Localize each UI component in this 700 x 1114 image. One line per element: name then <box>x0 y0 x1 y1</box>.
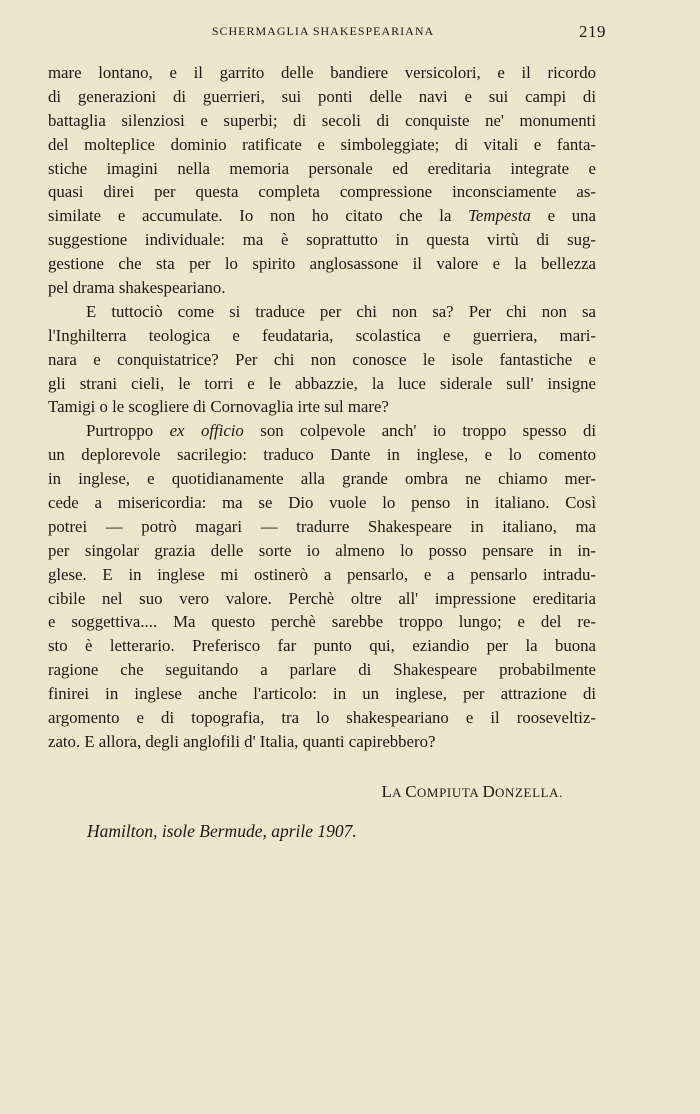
text-line: Tamigi o le scogliere di Cornovaglia irte sul mare? <box>48 397 389 417</box>
text-line: di generazioni di guerrieri, sui ponti delle navi e sui campi di <box>48 86 596 106</box>
text-line: finirei in inglese anche l'articolo: in un inglese, per attrazione di <box>48 684 596 704</box>
text-line-with-title <box>48 204 596 228</box>
text-line: ragione che seguitando a parlare di Shakespeare probabilmente <box>48 660 596 680</box>
sig-part: OMPIUTA <box>416 785 483 800</box>
sig-part: C <box>405 782 417 801</box>
text-run: e una <box>530 206 596 226</box>
text-line: argomento e di topografia, tra lo shakespeariano e il rooseveltiz- <box>48 708 596 728</box>
text-line: e soggettiva.... Ma questo perchè sarebbe troppo lungo; e del re- <box>48 612 596 632</box>
text-line: gestione che sta per lo spirito anglosassone il valore e la bellezza <box>48 254 596 274</box>
paragraph-3 <box>48 419 596 753</box>
text-line: battaglia silenziosi e superbi; di secoli di conquiste ne' monumenti <box>48 110 596 130</box>
text-line: stiche imagini nella memoria personale ed ereditaria integrate e <box>48 158 596 178</box>
text-line-with-latin <box>48 419 596 443</box>
running-title: SCHERMAGLIA SHAKESPEARIANA <box>211 24 435 38</box>
text-line: in inglese, e quotidianamente alla grande ombra ne chiamo mer- <box>48 469 596 489</box>
body-text <box>48 61 596 754</box>
author-signature <box>381 782 563 802</box>
text-line: per singolar grazia delle sorte io almeno lo posso pensare in in- <box>48 540 596 560</box>
paragraph-2 <box>48 300 596 419</box>
text-line: potrei — potrò magari — tradurre Shakespeare in italiano, ma <box>48 516 596 536</box>
sig-part: A <box>392 785 406 800</box>
text-line: pel drama shakespeariano. <box>48 278 226 298</box>
paragraph-1 <box>48 61 596 300</box>
sig-part: D <box>482 782 496 801</box>
text-line: gli strani cieli, le torri e le abbazzie, la luce siderale sull' insigne <box>48 373 596 393</box>
text-line: sto è letterario. Preferisco far punto qui, eziandio per la buona <box>48 636 596 656</box>
text-line: del molteplice dominio ratificate e simboleggiate; di vitali e fanta- <box>48 134 596 154</box>
text-line: cede a misericordia: ma se Dio vuole lo penso in italiano. Così <box>48 493 596 513</box>
page-number: 219 <box>579 22 606 41</box>
text-run: Purtroppo <box>86 421 170 441</box>
text-run: son colpevole anch' io troppo spesso di <box>243 421 596 441</box>
text-line: E tuttociò come si traduce per chi non sa? Per chi non sa <box>86 301 596 321</box>
latin-phrase: ex officio <box>169 421 244 441</box>
sig-part: ONZELLA. <box>495 785 563 800</box>
text-line: zato. E allora, degli anglofili d' Italia, quanti capirebbero? <box>48 731 436 751</box>
work-title: Tempesta <box>468 206 531 226</box>
text-line: l'Inghilterra teologica e feudataria, scolastica e guerriera, mari- <box>48 325 596 345</box>
text-run: similate e accumulate. Io non ho citato che la <box>48 206 469 226</box>
text-line: quasi direi per questa completa compressione inconsciamente as- <box>48 182 596 202</box>
text-line: nara e conquistatrice? Per chi non conosce le isole fantastiche e <box>48 349 596 369</box>
text-line: suggestione individuale: ma è soprattutto in questa virtù di sug- <box>48 230 596 250</box>
sig-part: L <box>381 782 393 801</box>
running-head <box>40 22 606 42</box>
text-line: mare lontano, e il garrito delle bandiere versicolori, e il ricordo <box>48 63 596 82</box>
text-line: cibile nel suo vero valore. Perchè oltre all' impressione ereditaria <box>48 588 596 608</box>
text-line: glese. E in inglese mi ostinerò a pensarlo, e a pensarlo intradu- <box>48 564 596 584</box>
dateline: Hamilton, isole Bermude, aprile 1907. <box>87 821 357 841</box>
text-line: un deplorevole sacrilegio: traduco Dante in inglese, e lo comento <box>48 445 596 465</box>
